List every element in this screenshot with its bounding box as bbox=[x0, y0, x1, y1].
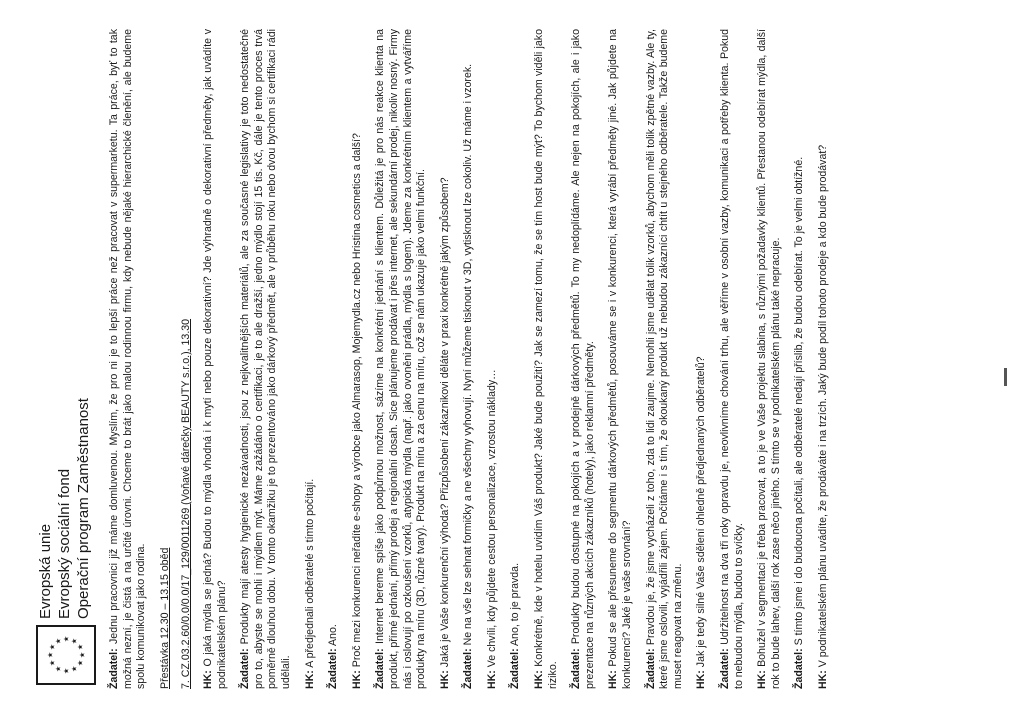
dialogue-text: Bohužel v segmentaci je třeba pracovat, a to je ve Vaše projektu slabina, s různými požadavky klientů. Přestanou odebírat mýdla, další rok to bude lahev, další rok zase něco jiného. S tímto se v podnikatelském plánu také nepracuje. bbox=[756, 29, 782, 689]
dialogue-paragraph bbox=[439, 29, 453, 689]
speaker-label: Žadatel: bbox=[570, 648, 583, 689]
speaker-label: HK: bbox=[438, 670, 451, 689]
eu-star-icon: ★ bbox=[46, 651, 55, 659]
speaker-label: Žadatel: bbox=[239, 648, 252, 689]
dialogue-paragraph bbox=[793, 29, 807, 689]
dialogue-paragraph bbox=[719, 29, 746, 689]
dialogue-paragraph bbox=[486, 29, 500, 689]
dialogue-paragraph bbox=[756, 29, 783, 689]
dialogue-text: Ano, to je pravda. bbox=[509, 562, 522, 649]
dialogue-text: Proč mezi konkurenci neřadíte e-shopy a výrobce jako Almarasop, Mojemydla.cz nebo Hristina cosmetics a další? bbox=[350, 133, 363, 671]
speaker-label: HK: bbox=[816, 670, 829, 689]
dialogue-paragraph bbox=[462, 29, 476, 689]
speaker-label: Žadatel: bbox=[327, 648, 340, 689]
speaker-label: HK: bbox=[695, 670, 708, 689]
speaker-label: HK: bbox=[350, 670, 363, 689]
header-text bbox=[36, 398, 93, 619]
dialogue-text: O jaká mýdla se jedná? Budou to mýdla vhodná i k mytí nebo pouze dekorativní? Jde výhradně o dekorativní předměty, jak uvádíte v podnikatelském plánu? bbox=[201, 29, 228, 689]
dialogue-text: Udržitelnost na dva tři roky opravdu je, neovlivníme chování trhu, ale věříme v osobní vazby, komunikaci a potřeby klienta. Pokud to nebudou mýdla, budou to svíčky. bbox=[719, 29, 745, 689]
dialogue-text: Ano. bbox=[327, 624, 340, 649]
dialogue-paragraph bbox=[374, 29, 428, 689]
speaker-label: Žadatel: bbox=[509, 648, 522, 689]
dialogue-text: Jednu pracovnici již máme domluvenou. Myslím, že pro ni je to lepší práce než pracovat v supermarketu. Ta práce, byť to tak možná nezní, je čistá a na určité úrovni. Chceme to brát jako malou rodinnou firmu, kdy nebude nějaké hierarchické členění, ale budeme spolu komunikovat jako rodina. bbox=[108, 29, 148, 689]
dialogue-text: Internet bereme spíše jako podpůrnou možnost, sázíme na konkrétní jednání s klientem. Důležitá je pro nás reakce klienta na produkt, přímé jednání, přímý prodej a regionální dosah. Sice plánujeme prodávat i přes internet, ale sekundární prodej, nikoliv nosný. Firmy nás i oslovují po ozkoušení vzorků, atypická mýdla (např. jako ovoněni prádla, mýdla s logem). Jdeme za konkrétním klientem a vytváříme produkty na míru (3D, různé tvary). Produkt na míru a za cenu na míru, což se nám ukazuje jako velmi funkční. bbox=[374, 29, 428, 689]
section-heading: 7. CZ.03.2.60/0.0/0.0/17_129/0011269 (Voňavé dárečky BEAUTY s.r.o.), 13.30 bbox=[180, 318, 193, 689]
dialogue-paragraph bbox=[304, 29, 318, 689]
header-line-eu: Evropská unie bbox=[37, 523, 54, 619]
speaker-label: Žadatel: bbox=[719, 648, 731, 689]
document-header bbox=[36, 25, 100, 685]
speaker-label: Žadatel: bbox=[462, 648, 475, 689]
scan-mark bbox=[1004, 368, 1007, 386]
dialogue-paragraph bbox=[570, 29, 597, 689]
document-body bbox=[108, 29, 841, 689]
speaker-label: HK: bbox=[485, 670, 498, 689]
dialogue-paragraph bbox=[645, 29, 686, 689]
dialogue-text: Produkty budou dostupné na pokojích a v prodejně dárkových předmětů. To my nedoplídáme. Ale nejen na pokojích, ale i jako prezentace na různých akcích zákazníků (hotely), jako reklamní předměty. bbox=[570, 29, 596, 689]
eu-star-icon: ★ bbox=[54, 637, 63, 645]
eu-star-icon: ★ bbox=[62, 635, 71, 643]
dialogue-text: Jak je tedy silné Vaše sdělení ohledně předjednaných odběratelů? bbox=[695, 356, 708, 671]
header-line-op: Operační program Zaměstnanost bbox=[75, 398, 92, 619]
speaker-label: HK: bbox=[303, 670, 316, 689]
speaker-label: HK: bbox=[756, 670, 769, 689]
speaker-label: Žadatel: bbox=[108, 648, 120, 689]
dialogue-text: Pokud se ale přesuneme do segmentu dárkových předmětů, posouváme se i v konkurenci, která vyrábí předměty jiné. Jak půjdete na konkurenci? Jaké je vaše srovnání? bbox=[607, 29, 634, 689]
dialogue-paragraph bbox=[533, 29, 560, 689]
header-line-esf: Evropský sociální fond bbox=[56, 468, 73, 619]
dialogue-text: Konkrétně, kde v hotelu uvidím Váš produkt? Jaké bude použití? Jak se zamezí tomu, že se tím host bude mýt? To bychom viděli jako riziko. bbox=[533, 29, 559, 689]
eu-star-icon: ★ bbox=[54, 665, 63, 673]
section-heading: Přestávka 12.30 – 13.15 oběd bbox=[158, 547, 171, 689]
dialogue-text: S tímto jsme i do budoucna počítali, ale odběratelé nedají příslib, že budou odebírat. To je velmi obtížné. bbox=[793, 156, 806, 649]
eu-star-icon: ★ bbox=[62, 667, 71, 675]
dialogue-paragraph bbox=[607, 29, 634, 689]
speaker-label: HK: bbox=[607, 670, 620, 689]
dialogue-text: A předjednali odběratelé s tímto počítají. bbox=[303, 478, 316, 671]
speaker-label: HK: bbox=[201, 670, 214, 689]
eu-flag-icon bbox=[36, 625, 96, 685]
dialogue-text: Ne na vše lze sehnat formičky a ne všechny vyhovují. Nyní můžeme tisknout v 3D, vytisknout lze cokoliv. Už máme i vzorek. bbox=[462, 63, 475, 649]
dialogue-paragraph bbox=[817, 29, 831, 689]
dialogue-text: Ve chvíli, kdy půjdete cestou personalizace, vzrostou náklady… bbox=[485, 369, 498, 671]
dialogue-text: Jaká je Vaše konkurenční výhoda? Přizpůsobení zákaznikovi děláte v praxi konkrétně jakým způsobem? bbox=[438, 177, 451, 671]
eu-star-icon: ★ bbox=[78, 651, 87, 659]
dialogue-paragraph bbox=[239, 29, 293, 689]
eu-star-icon: ★ bbox=[48, 643, 57, 651]
eu-stars-icon bbox=[40, 629, 92, 681]
dialogue-text: Produkty mají atesty hygienické nezávadnosti, jsou z nejkvalitnějších materiálů, ale za současné legislativy je toto nedostatečné pro to, abyste se mohli i mýdlem mýt. Máme zažádáno o certifikaci, je to ale dražší, jedno mýdlo stojí 15 tis. Kč, dále je tento proces trvá poměrně dlouhou dobu. V tomto okamžiku je to prezentováno jako dárkový předmět, ale v průběhu roku nebo dvou bychom si certifikaci rádi udělali. bbox=[239, 29, 292, 689]
dialogue-paragraph bbox=[509, 29, 523, 689]
dialogue-paragraph bbox=[202, 29, 229, 689]
eu-star-icon: ★ bbox=[48, 659, 57, 667]
dialogue-paragraph bbox=[108, 29, 149, 689]
eu-star-icon: ★ bbox=[76, 659, 85, 667]
dialogue-paragraph bbox=[695, 29, 709, 689]
speaker-label: HK: bbox=[533, 670, 546, 689]
eu-star-icon: ★ bbox=[76, 643, 85, 651]
dialogue-paragraph bbox=[351, 29, 365, 689]
speaker-label: Žadatel: bbox=[644, 648, 657, 689]
eu-star-icon: ★ bbox=[70, 637, 79, 645]
dialogue-text: Pravdou je, že jsme vycházeli z toho, zda to lidi zaujme. Nemohli jsme udělat tolik vzorků, abychom měli tolik zpětné vazby. Ale ty, které jsme oslovili, vyjádřili zájem. Počítáme i s tím, že okoukaný produkt už nebudou zákazníci chtít u stejného odběratele. Takže budeme muset reagovat na změnu. bbox=[644, 29, 684, 689]
speaker-label: Žadatel: bbox=[374, 648, 387, 689]
eu-star-icon: ★ bbox=[70, 665, 79, 673]
dialogue-paragraph bbox=[327, 29, 341, 689]
dialogue-text: V podnikatelském plánu uvádíte, že prodáváte i na trzích. Jaký bude podíl tohoto prodeje a kdo bude prodávat? bbox=[816, 144, 829, 671]
speaker-label: Žadatel: bbox=[793, 648, 806, 689]
